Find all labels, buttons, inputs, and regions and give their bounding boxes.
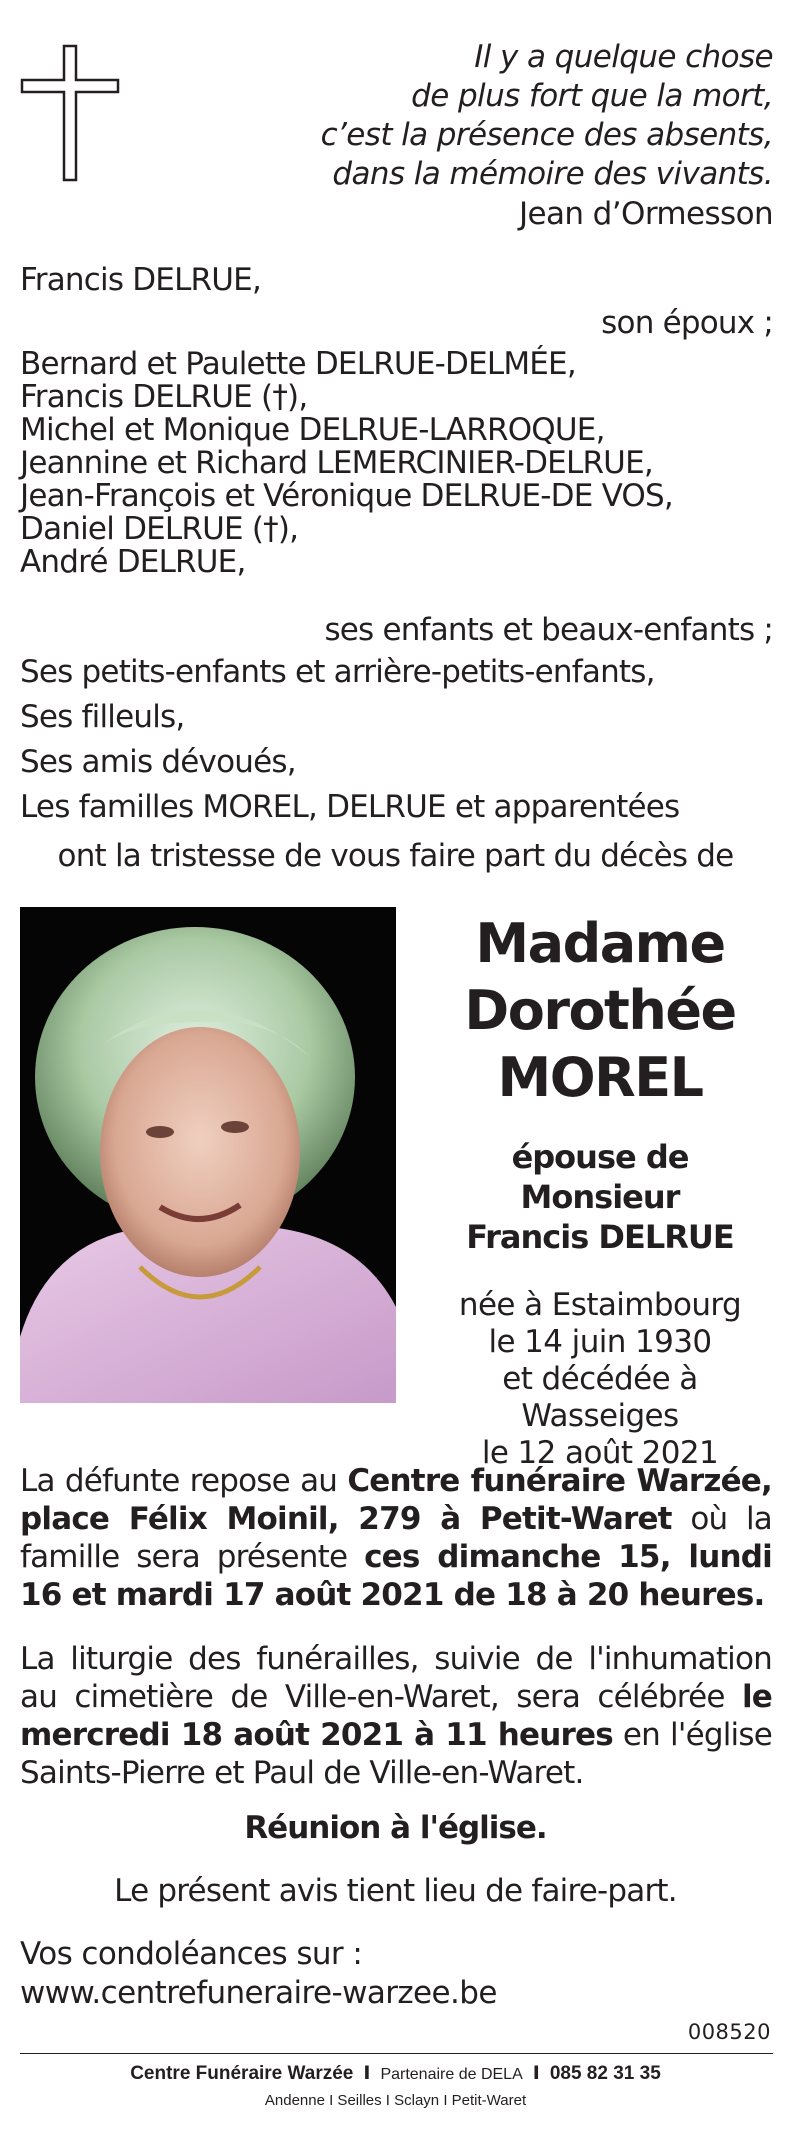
spouse-line: épouse de Monsieur	[511, 1138, 689, 1216]
quote	[213, 38, 773, 194]
relative-line: Ses amis dévoués,	[20, 744, 296, 780]
liturgy-text: La liturgie des funérailles, suivie de l'inhumation au cimetière de Ville-en-Waret, sera célébrée	[20, 1641, 772, 1715]
relative-line: Ses filleuls,	[20, 699, 185, 735]
condolences-url[interactable]: www.centrefuneraire-warzee.be	[20, 1975, 497, 2011]
quote-line: Il y a quelque chose	[474, 39, 773, 75]
birth-line: le 12 août 2021	[481, 1435, 719, 1471]
visitation-text: La défunte repose au	[20, 1463, 348, 1499]
children-relation: ses enfants et beaux-enfants ;	[324, 612, 773, 648]
birth-death-info	[430, 1287, 770, 1472]
notice-note: Le présent avis tient lieu de faire-part.	[114, 1873, 677, 1909]
birth-line: et décédée à	[502, 1361, 698, 1397]
footer-phone[interactable]: 085 82 31 35	[549, 2063, 661, 2084]
reference-code: 008520	[687, 2020, 771, 2044]
child-name: André DELRUE,	[20, 544, 246, 580]
relative-line: Les familles MOREL, DELRUE et apparentées	[20, 789, 680, 825]
portrait-photo	[20, 907, 396, 1403]
liturgy-paragraph	[20, 1640, 772, 1792]
cross-icon	[20, 44, 120, 182]
condolences-label: Vos condoléances sur :	[20, 1936, 363, 1972]
visitation-text: où la famille sera présente	[20, 1501, 772, 1575]
child-name: Francis DELRUE (†),	[20, 379, 308, 415]
footer-partner: Partenaire de DELA	[380, 2066, 523, 2083]
child-name: Bernard et Paulette DELRUE-DELMÉE,	[20, 346, 576, 382]
deceased-last-name: MOREL	[497, 1046, 703, 1109]
deceased-first-name: Dorothée	[464, 979, 736, 1042]
spouse-relation: son époux ;	[601, 305, 773, 341]
visitation-location: Centre funéraire Warzée, place Félix Moinil, 279 à Petit-Waret	[20, 1463, 773, 1537]
meeting-note: Réunion à l'église.	[244, 1810, 547, 1846]
child-name: Daniel DELRUE (†),	[20, 511, 299, 547]
birth-line: le 14 juin 1930	[488, 1324, 712, 1360]
liturgy-text: en l'église Saints-Pierre et Paul de Ville-en-Waret.	[20, 1717, 772, 1791]
footer-separator: I	[532, 2062, 540, 2084]
children-list	[20, 348, 673, 579]
liturgy-date: le mercredi 18 août 2021 à 11 heures	[20, 1679, 772, 1753]
footer	[0, 2062, 791, 2085]
spouse-name: Francis DELRUE,	[20, 262, 262, 298]
birth-line: Wasseiges	[521, 1398, 679, 1434]
child-name: Jean-François et Véronique DELRUE-DE VOS,	[20, 478, 673, 514]
quote-author: Jean d’Ormesson	[518, 196, 773, 232]
deceased-title: Madame	[475, 912, 725, 975]
spouse-line: Francis DELRUE	[466, 1218, 734, 1256]
footer-divider	[20, 2053, 773, 2054]
footer-company: Centre Funéraire Warzée	[130, 2063, 354, 2084]
birth-line: née à Estaimbourg	[458, 1287, 742, 1323]
quote-line: c’est la présence des absents,	[320, 117, 773, 153]
relative-line: Ses petits-enfants et arrière-petits-enfants,	[20, 654, 655, 690]
visitation-dates: ces dimanche 15, lundi 16 et mardi 17 août 2021 de 18 à 20 heures.	[20, 1539, 772, 1613]
other-relatives	[20, 650, 679, 830]
deceased-block	[430, 910, 770, 1472]
quote-line: dans la mémoire des vivants.	[332, 156, 773, 192]
visitation-paragraph	[20, 1462, 772, 1614]
footer-locations: Andenne I Seilles I Sclayn I Petit-Waret	[264, 2092, 527, 2109]
child-name: Jeannine et Richard LEMERCINIER-DELRUE,	[20, 445, 653, 481]
footer-separator: I	[363, 2062, 371, 2084]
deceased-spouse	[430, 1137, 770, 1257]
quote-line: de plus fort que la mort,	[411, 78, 773, 114]
condolences	[20, 1935, 497, 2013]
announcement: ont la tristesse de vous faire part du décès de	[57, 838, 734, 874]
child-name: Michel et Monique DELRUE-LARROQUE,	[20, 412, 605, 448]
